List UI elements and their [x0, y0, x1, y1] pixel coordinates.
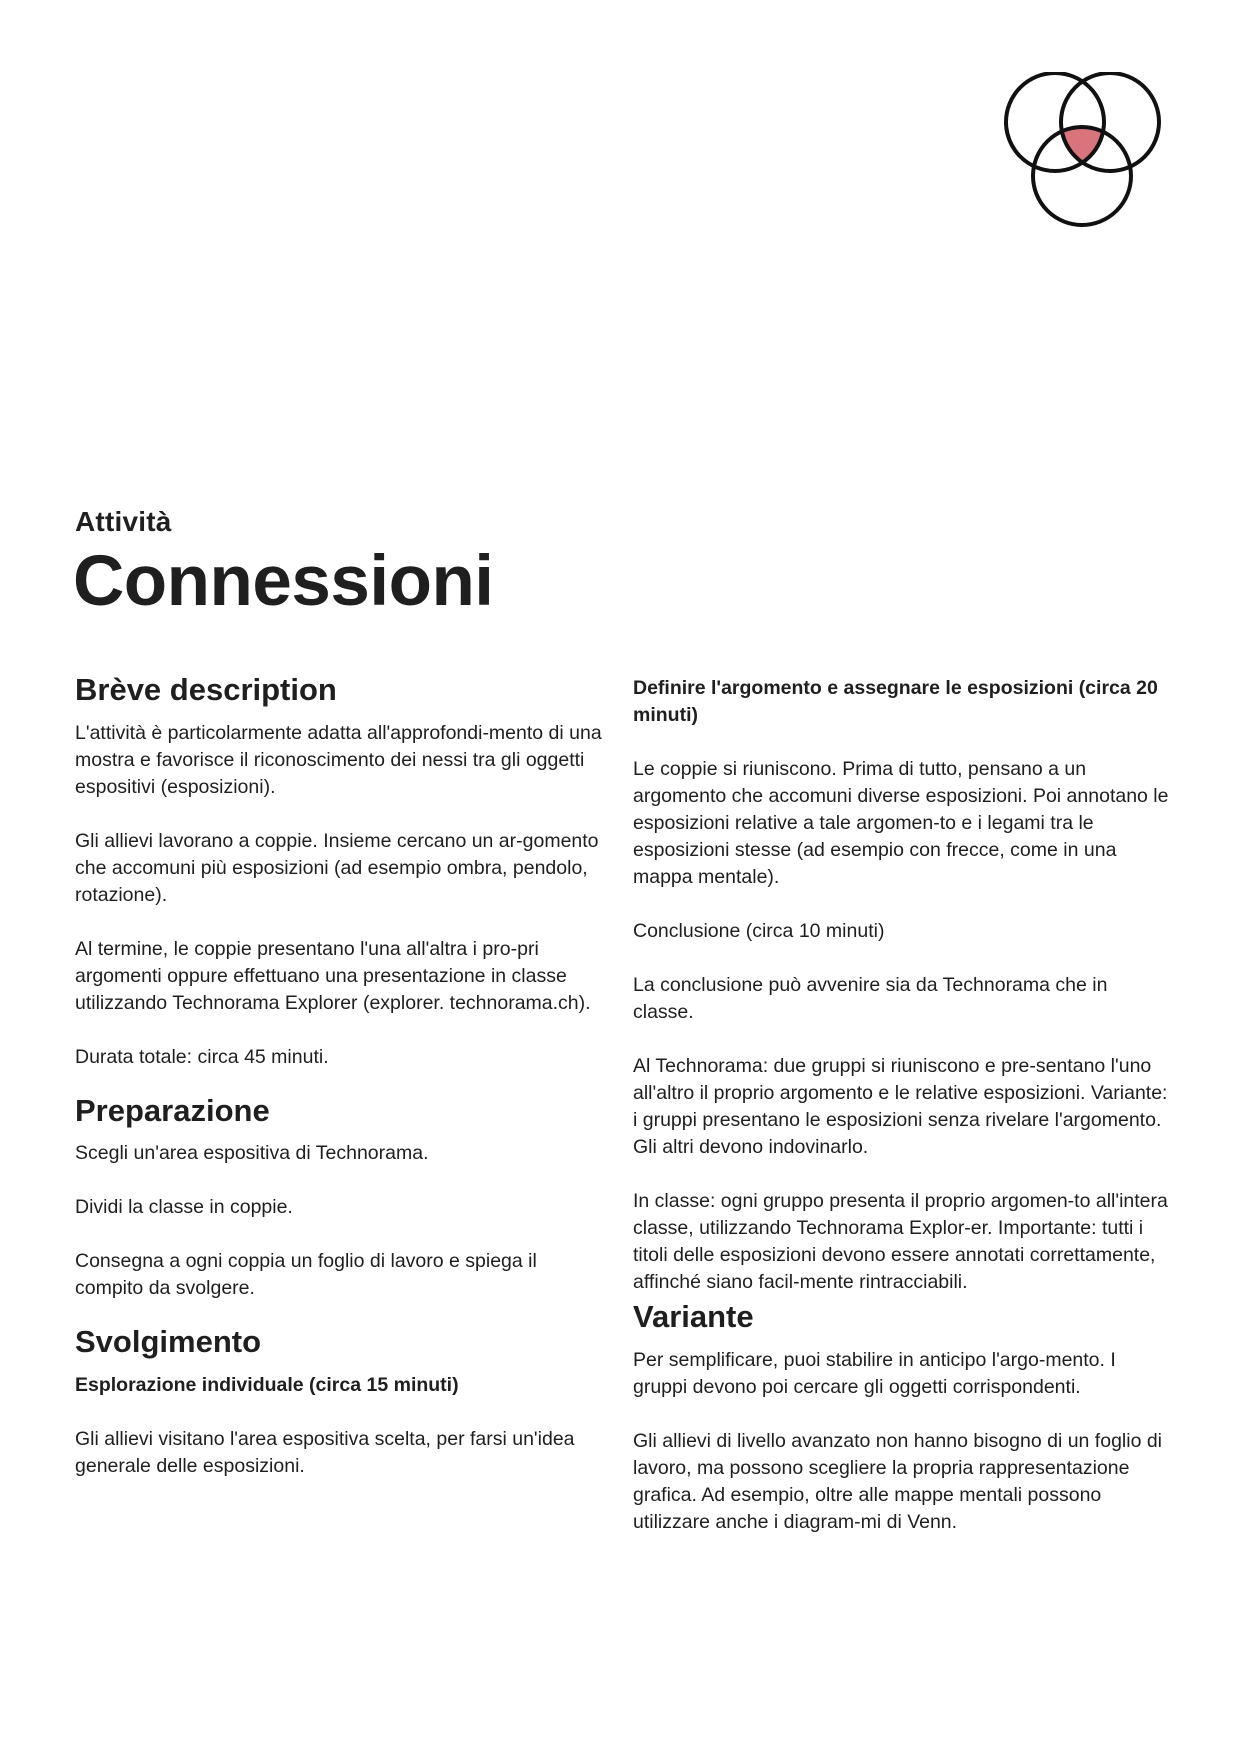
preparation-paragraph: Scegli un'area espositiva di Technorama.: [75, 1142, 429, 1165]
preparation-paragraph: Dividi la classe in coppie.: [75, 1196, 293, 1219]
conclusion-paragraph: In classe: ogni gruppo presenta il proprio argomen-to all'intera classe, utilizzando Technorama Explor-er. Importante: tutti i titoli delle esposizioni devono essere annotati correttamente, affinché siano facil-mente rintracciabili.: [633, 1190, 1168, 1293]
variant-paragraph: Per semplificare, puoi stabilire in anticipo l'argo-mento. I gruppi devono poi cercare gli oggetti corrispondenti.: [633, 1348, 1116, 1398]
venn-circle-left: [1006, 73, 1104, 171]
venn-diagram-icon: [1000, 72, 1165, 232]
left-column: [75, 672, 610, 1507]
preparation-heading: Preparazione: [75, 1092, 270, 1128]
activity-kicker: Attività: [75, 506, 172, 537]
conclusion-paragraph: Al Technorama: due gruppi si riuniscono e pre-sentano l'uno all'altro il proprio argomento e le relative esposizioni. Variante: i gruppi presentano le esposizioni senza rivelare l'argomento. Gli altri devono indovinarlo.: [633, 1055, 1168, 1158]
procedure-paragraph: Gli allievi visitano l'area espositiva scelta, per farsi un'idea generale delle esposizioni.: [75, 1427, 575, 1477]
variant-heading: Variante: [633, 1299, 754, 1334]
venn-circle-right: [1061, 73, 1159, 171]
topic-paragraph: Le coppie si riuniscono. Prima di tutto, pensano a un argomento che accomuni diverse esposizioni. Poi annotano le esposizioni relative a tale argomen-to e i legami tra le esposizioni stesse (ad esempio con frecce, come in una mappa mentale).: [633, 758, 1169, 888]
short-description-paragraph: L'attività è particolarmente adatta all'approfondi-mento di una mostra e favorisce il riconoscimento dei nessi tra gli oggetti espositivi (esposizioni).: [75, 721, 602, 798]
short-description-heading: Brève description: [75, 672, 337, 707]
preparation-paragraph: Consegna a ogni coppia un foglio di lavoro e spiega il compito da svolgere.: [75, 1250, 537, 1300]
total-duration: Durata totale: circa 45 minuti.: [75, 1045, 329, 1068]
procedure-heading: Svolgimento: [75, 1324, 262, 1360]
right-column: [633, 675, 1173, 1563]
short-description-paragraph: Al termine, le coppie presentano l'una all'altra i pro-pri argomenti oppure effettuano una presentazione in classe utilizzando Technorama Explorer (explorer. technorama.ch).: [75, 937, 591, 1014]
topic-subheading: Definire l'argomento e assegnare le esposizioni (circa 20 minuti): [633, 677, 1158, 726]
short-description-paragraph: Gli allievi lavorano a coppie. Insieme cercano un ar-gomento che accomuni più esposizioni (ad esempio ombra, pendolo, rotazione).: [75, 829, 599, 906]
conclusion-paragraph: La conclusione può avvenire sia da Technorama che in classe.: [633, 974, 1108, 1023]
page-title: Connessioni: [73, 542, 494, 621]
procedure-subheading: Esplorazione individuale (circa 15 minuti): [75, 1373, 459, 1396]
variant-paragraph: Gli allievi di livello avanzato non hanno bisogno di un foglio di lavoro, ma possono scegliere la propria rappresentazione grafica. Ad esempio, oltre alle mappe mentali possono utilizzare anche i diagram-mi di Venn.: [633, 1429, 1163, 1533]
conclusion-subheading: Conclusione (circa 10 minuti): [633, 920, 885, 942]
